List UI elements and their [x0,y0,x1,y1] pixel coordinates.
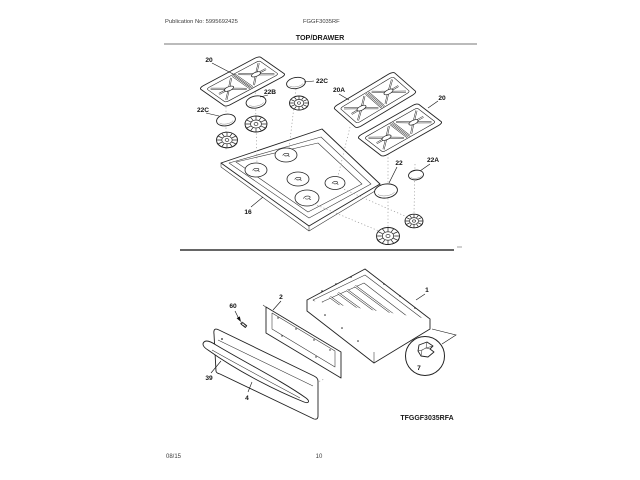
screw-60 [235,311,247,328]
callout-main-top: 16 [244,209,252,216]
callout-drawer-body: 1 [425,287,429,294]
callout-drawer-panel: 39 [205,375,213,382]
burner-head [405,214,423,228]
burner-cap-22c-right [286,76,307,90]
burner-head [245,116,267,132]
burner-head [217,132,238,148]
callout-cap-22c-right: 22C [315,78,329,85]
burner-hole [245,163,267,177]
burner-hole [275,148,297,162]
burner-cap-22a [408,169,424,181]
footer-page-number: 10 [315,454,323,460]
callout-bracket: 7 [417,365,421,372]
burner-hole [287,172,309,186]
burner-hole [295,190,319,206]
callout-grate-middle: 20A [332,87,346,94]
callout-cap-22a: 22A [426,157,440,164]
callout-inner-panel: 2 [279,294,283,301]
burner-head [290,96,309,110]
footer-date: 08/15 [166,454,182,460]
callout-screw: 60 [229,303,237,310]
burner-hole [325,177,345,190]
variant-code: TFGGF3035RFA [400,415,454,422]
callout-cap-22c-left: 22C [196,107,210,114]
callout-grate-right: 20 [438,95,446,102]
callout-cap-22b: 22B [263,89,277,96]
burner-cap-22c-left [216,113,237,128]
burner-head [377,228,400,245]
callout-handle: 4 [245,395,249,402]
callout-grate-left: 20 [205,57,213,64]
publication-number: Publication No: 5995692425 [165,19,238,25]
callout-cap-22: 22 [395,160,403,167]
model-number: FGGF3035RF [303,19,340,25]
page-title: TOP/DRAWER [295,33,345,42]
burner-cap-22b [245,94,267,109]
